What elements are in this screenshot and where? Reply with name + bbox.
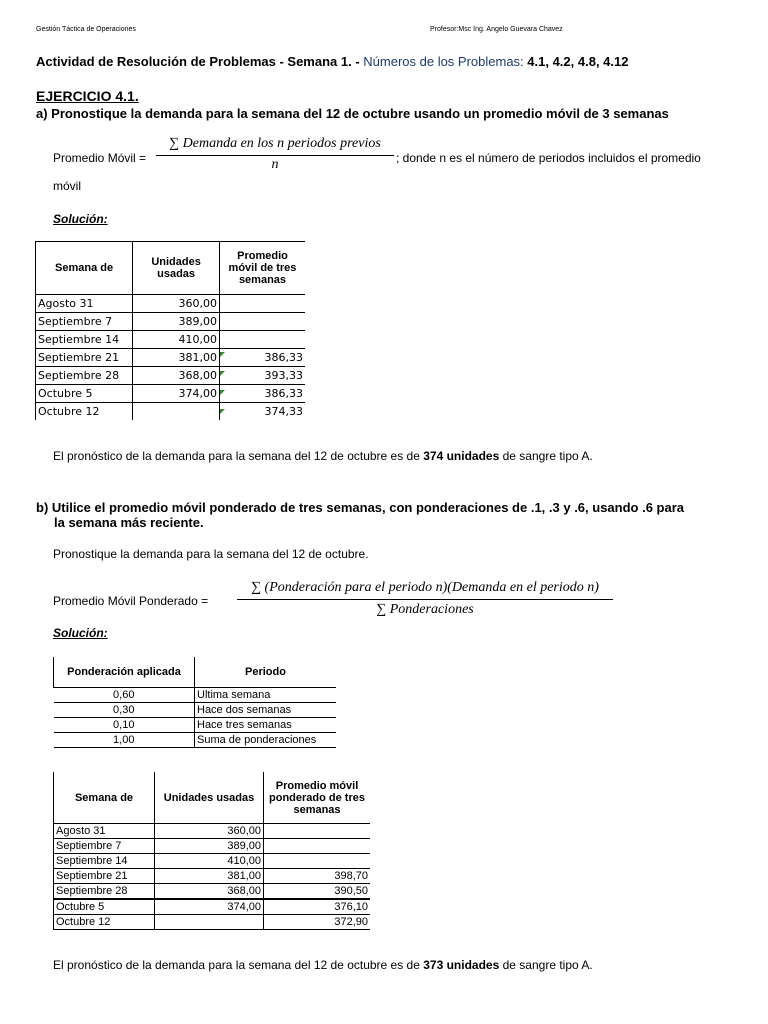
formula-a-tail2: móvil	[53, 179, 82, 193]
header-course: Gestión Táctica de Operaciones	[36, 26, 136, 33]
formula-a-denominator: n	[271, 157, 279, 172]
table-cell: Septiembre 21	[36, 349, 133, 367]
table-cell: Septiembre 28	[54, 884, 155, 900]
table-a-header-units: Unidades usadas	[133, 242, 220, 295]
table-cell: Octubre 12	[36, 403, 133, 421]
table-cell: 389,00	[155, 839, 264, 854]
formula-b-numerator: ∑ (Ponderación para el periodo n)(Demanda en el periodo n)	[251, 580, 599, 595]
table-row	[54, 839, 371, 854]
title-activity: Actividad de Resolución de Problemas - Semana 1. -	[36, 54, 360, 69]
table-cell: Septiembre 21	[54, 869, 155, 884]
table-row	[54, 703, 337, 718]
weighted-header-week: Semana de	[54, 772, 155, 824]
cell-marker-icon	[220, 409, 225, 414]
conclusion-b	[53, 958, 593, 972]
table-cell: 368,00	[155, 884, 264, 900]
question-b-line1: b) Utilice el promedio móvil ponderado de tres semanas, con ponderaciones de .1, .3 y .6, usando .6 para	[36, 500, 685, 515]
table-cell: 374,00	[133, 385, 220, 403]
question-a: a) Pronostique la demanda para la semana del 12 de octubre usando un promedio móvil de 3 semanas	[36, 106, 669, 121]
table-cell: 0,30	[54, 703, 195, 718]
table-cell	[219, 313, 305, 331]
table-row	[36, 295, 306, 313]
table-cell: 390,50	[264, 884, 371, 900]
table-cell: 376,10	[264, 899, 371, 915]
table-cell: Ultima semana	[195, 688, 337, 703]
table-cell: 381,00	[155, 869, 264, 884]
cell-marker-icon	[220, 352, 225, 357]
table-cell	[264, 824, 371, 839]
table-row	[36, 385, 306, 403]
conclusion-a-tail: de sangre tipo A.	[499, 449, 593, 463]
weighted-header-units: Unidades usadas	[155, 772, 264, 824]
table-cell: Septiembre 14	[54, 854, 155, 869]
table-row	[54, 915, 371, 930]
question-b-line2: la semana más reciente.	[54, 515, 204, 530]
weights-header-weight: Ponderación aplicada	[54, 657, 195, 688]
solution-a-label: Solución:	[53, 212, 108, 226]
table-cell: 381,00	[133, 349, 220, 367]
table-cell	[219, 295, 305, 313]
table-cell: 410,00	[155, 854, 264, 869]
table-cell: Octubre 5	[36, 385, 133, 403]
header-professor: Profesor:Msc Ing. Angelo Guevara Chavez	[430, 26, 563, 33]
conclusion-b-value: 373 unidades	[423, 958, 500, 972]
table-row	[54, 854, 371, 869]
formula-b-denominator: ∑ Ponderaciones	[376, 602, 474, 617]
table-row	[36, 349, 306, 367]
table-cell: Agosto 31	[36, 295, 133, 313]
table-a-header	[36, 242, 306, 295]
table-a-header-moving-average: Promedio móvil de tres semanas	[219, 242, 305, 295]
table-cell: Septiembre 7	[54, 839, 155, 854]
table-row	[36, 367, 306, 385]
weights-table	[53, 657, 336, 748]
table-row	[36, 403, 306, 421]
conclusion-a	[53, 449, 593, 463]
table-a-header-week: Semana de	[36, 242, 133, 295]
table-cell: 386,33	[219, 385, 305, 403]
formula-b-label: Promedio Móvil Ponderado =	[53, 594, 209, 608]
table-cell: Hace dos semanas	[195, 703, 337, 718]
cell-marker-icon	[220, 390, 225, 395]
conclusion-b-tail: de sangre tipo A.	[499, 958, 593, 972]
conclusion-b-text: El pronóstico de la demanda para la semana del 12 de octubre es de	[53, 958, 424, 972]
table-cell: Septiembre 7	[36, 313, 133, 331]
table-row	[36, 331, 306, 349]
table-cell: Octubre 12	[54, 915, 155, 930]
table-cell: 372,90	[264, 915, 371, 930]
weighted-table-header	[54, 772, 371, 824]
table-cell: 374,33	[219, 403, 305, 421]
page-title	[36, 54, 628, 69]
table-cell: Octubre 5	[54, 899, 155, 915]
table-cell: Septiembre 14	[36, 331, 133, 349]
instruction-b: Pronostique la demanda para la semana del 12 de octubre.	[53, 547, 369, 561]
table-cell: 410,00	[133, 331, 220, 349]
table-a	[35, 241, 305, 420]
table-cell: 374,00	[155, 899, 264, 915]
formula-a-tail: ; donde n es el número de periodos incluidos el promedio	[396, 151, 701, 165]
table-row	[54, 869, 371, 884]
table-row	[54, 899, 371, 915]
table-cell: 0,10	[54, 718, 195, 733]
table-cell	[219, 331, 305, 349]
formula-a-fraction	[156, 136, 394, 173]
table-cell: 1,00	[54, 733, 195, 748]
weights-header-period: Periodo	[195, 657, 337, 688]
table-cell: Hace tres semanas	[195, 718, 337, 733]
weighted-header-average: Promedio móvil ponderado de tres semanas	[264, 772, 371, 824]
table-cell: Suma de ponderaciones	[195, 733, 337, 748]
title-problems-list: 4.1, 4.2, 4.8, 4.12	[527, 54, 629, 69]
conclusion-a-value: 374 unidades	[423, 449, 500, 463]
table-cell: Septiembre 28	[36, 367, 133, 385]
table-cell: 393,33	[219, 367, 305, 385]
formula-a-label: Promedio Móvil =	[53, 151, 147, 165]
formula-b-fraction	[237, 580, 613, 618]
table-cell	[155, 915, 264, 930]
table-cell	[264, 854, 371, 869]
formula-a-numerator: ∑ Demanda en los n periodos previos	[169, 136, 381, 151]
cell-marker-icon	[220, 371, 225, 376]
table-cell: 398,70	[264, 869, 371, 884]
table-row	[54, 884, 371, 900]
conclusion-a-text: El pronóstico de la demanda para la semana del 12 de octubre es de	[53, 449, 424, 463]
table-cell	[264, 839, 371, 854]
table-cell: 368,00	[133, 367, 220, 385]
exercise-heading: EJERCICIO 4.1.	[36, 88, 139, 104]
table-row	[54, 718, 337, 733]
table-row	[54, 688, 337, 703]
table-cell: 360,00	[155, 824, 264, 839]
title-problems-label: Números de los Problemas:	[359, 54, 528, 69]
table-cell: Agosto 31	[54, 824, 155, 839]
weights-table-header	[54, 657, 337, 688]
table-cell	[133, 403, 220, 421]
table-row	[54, 733, 337, 748]
table-cell: 386,33	[219, 349, 305, 367]
table-cell: 0,60	[54, 688, 195, 703]
solution-b-label: Solución:	[53, 626, 108, 640]
table-row	[36, 313, 306, 331]
weighted-table	[53, 772, 370, 930]
table-cell: 389,00	[133, 313, 220, 331]
table-cell: 360,00	[133, 295, 220, 313]
table-row	[54, 824, 371, 839]
